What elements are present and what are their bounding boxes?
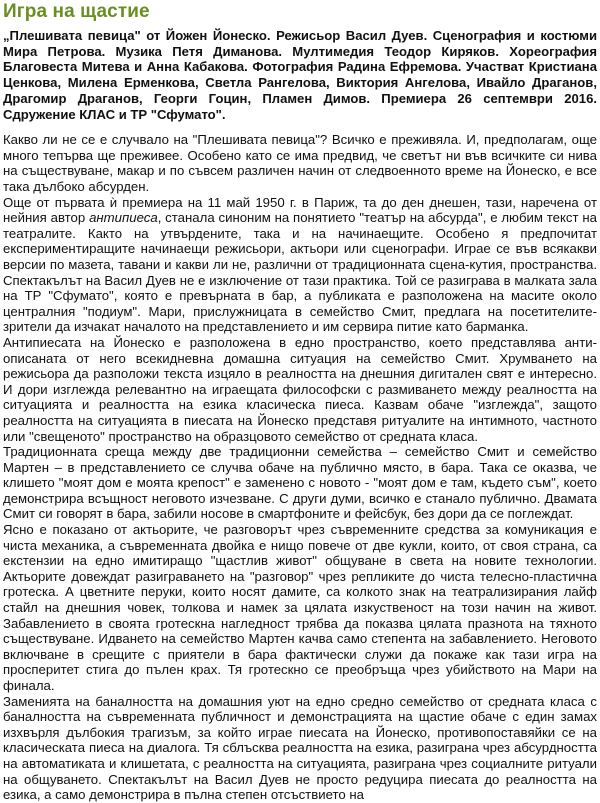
paragraph-text: Още от първата ѝ премиера на 11 май 1950 г. в Париж, та до ден днешен, тази, наречена от нейния автор	[3, 194, 597, 226]
paragraph-text: Ясно е показано от актьорите, че разговорът чрез съвременните средства за комуникация е чиста механика, а съвременната двойка е нищо повече от две кукли, които, от своя страна, са екстензии на едно имитиращо "щастлив живот" общуване в света на новите технологии. Актьорите довеждат разиграването на "разговор" чрез репликите до чиста телесно-пластична гротеска. А цветните перуки, които носят дамите, са колкото знак на театрализирания лайф стайл на днешния човек, толкова и намек за цялата изкуственост на този начин на живот. Забавлението в своята гротескна нагледност трябва да показва цялата празнота на тяхното съществуване. Идването на семейство Мартен качва само степента на забавлението. Неговото включване в срещите с приятели в бара фактически служи да покаже как тази игра на просперитет стига до пълен крах. Тя гротескно се преобръща чрез убийството на Мари на финала.	[3, 522, 597, 693]
article-body	[3, 132, 597, 803]
body-paragraph-5	[3, 522, 597, 694]
paragraph-text: Заменията на баналността на домашния уют на едно средно семейство от средната класа с баналността на съвременната публичност и демонстрацията на щастие обаче с един замах изхвърля дълбокия трагизъм, за който играе пиесата на Йонеско, противопоставяйки се на класическата пиеса на диалога. Тя сблъсква реалността на езика, разиграна чрез абсурдността на автоматиката и клишетата, с реалността на ситуацията, разиграна чрез социалните ритуали на общуването. Спектакълът на Васил Дуев не просто редуцира пиесата до реалността на езика, а само демонстрира в пълна степен отсъствието на	[3, 693, 597, 803]
paragraph-text: , станала синоним на понятието "театър на абсурда", е любим текст на театралите. Както на утвърдените, така и на начинаещите. Особено я предпочитат експериментиращите начинаещи режисьори, актьори или сценографи. Играе се във всякакви версии по мазета, тавани и какви ли не, различни от традиционната сцена-кутия, пространства. Спектакълът на Васил Дуев не е изключение от тази практика. Той се разиграва в малката зала на ТР "Сфумато", която е превърната в бар, а публиката е разположена на масите около централния "подиум". Мари, прислужницата в семейство Смит, предлага на посетителите-зрители да изчакат началото на представлението и им сервира питие като барманка.	[3, 210, 597, 335]
credits-paragraph: „Плешивата певица" от Йожен Йонеско. Режисьор Васил Дуев. Сценография и костюми Мира Петрова. Музика Петя Диманова. Мултимедия Теодор Киряков. Хореография Благовеста Митева и Анна Кабакова. Фотография Радина Ефремова. Участват Кристиана Ценкова, Милена Ерменкова, Светла Рангелова, Виктория Ангелова, Ивайло Драганов, Драгомир Драганов, Георги Гоцин, Пламен Димов. Премиера 26 септември 2016. Сдружение КЛАС и ТР "Сфумато".	[3, 28, 597, 122]
article-title: Игра на щастие	[3, 1, 150, 22]
body-paragraph-6	[3, 694, 597, 803]
body-paragraph-4	[3, 444, 597, 522]
paragraph-text: Какво ли не се е случвало на "Плешивата певица"? Всичко е преживяла. И, предполагам, още много тепърва ще преживее. Особено като се има предвид, че светът ни във всичките си нива на съществуване, макар и по съвсем различен начин от следвоенното време на Йонеско, е все така дълбоко абсурден.	[3, 132, 597, 194]
body-paragraph-1	[3, 132, 597, 194]
emphasis-text: антипиеса	[89, 210, 158, 226]
paragraph-text: Антипиесата на Йонеско е разположена в едно пространство, което представлява анти-описаната от него всекидневна домашна ситуация на семейство Смит. Хрумването на режисьора да разположи текста изцяло в реалността на днешния дигитален свят е интересно. И дори изглежда релевантно на играещата философски с размиването между реалността на ситуацията и реалността на езика класическа пиеса. Казвам обаче "изглежда", защото реалността на ситуацията в пиесата на Йонеско представя ритуалите на интимното, частното или "свещеното" пространство на образцовото семейство от средната класа.	[3, 334, 597, 444]
body-paragraph-3	[3, 335, 597, 444]
body-paragraph-2	[3, 195, 597, 335]
paragraph-text: Традиционната среща между две традиционни семейства – семейство Смит и семейство Мартен – в представлението се случва обаче на публично място, в бара. Така се оказва, че клишето "моят дом е моята крепост" е заменено с новото - "моят дом е там, където съм", което демонстрира всъщност неговото изчезване. С други думи, всичко е станало публично. Двамата Смит си говорят в бара, забили носове в смартфоните и фейсбук, без дори да се поглеждат.	[3, 444, 597, 522]
